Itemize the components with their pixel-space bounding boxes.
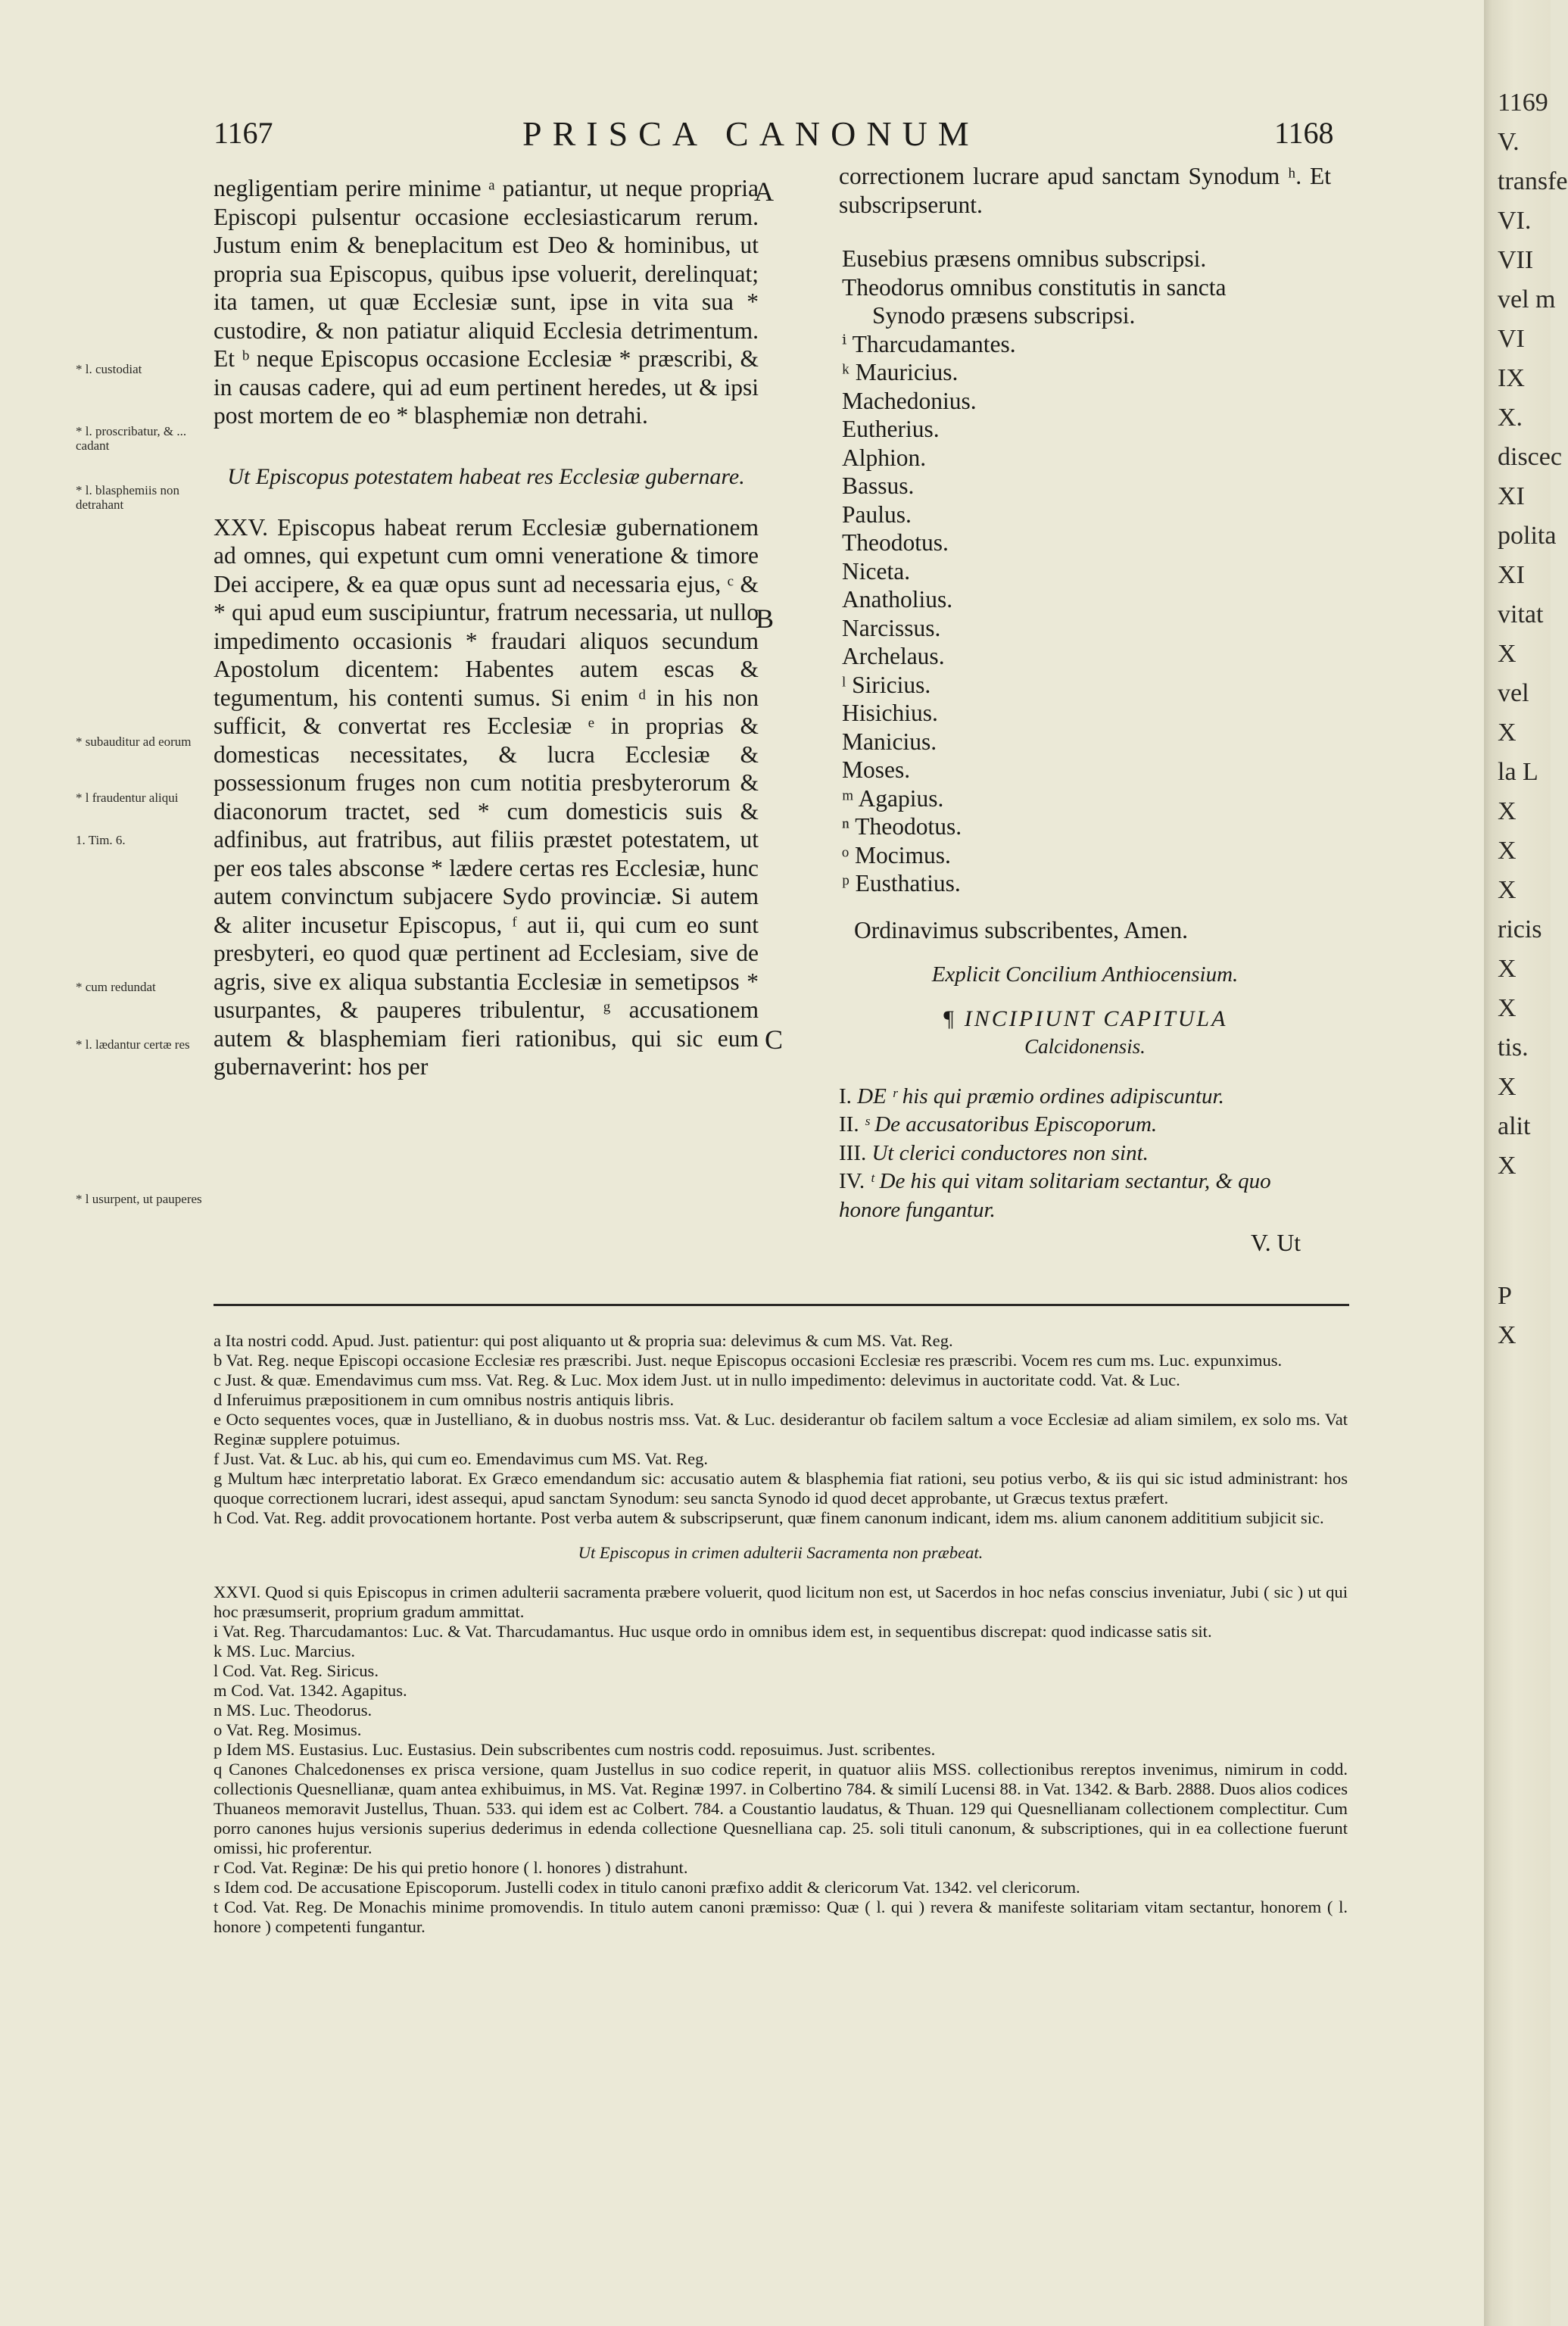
section-letter-b: B xyxy=(756,603,775,634)
signatory: Machedonius. xyxy=(842,387,977,414)
facing-page-fragment: X xyxy=(1498,719,1517,747)
signatory: Niceta. xyxy=(842,557,911,585)
footnote: k MS. Luc. Marcius. xyxy=(214,1642,356,1660)
footnote-divider xyxy=(214,1304,1349,1306)
chapter-number: III. xyxy=(839,1140,867,1165)
facing-page-fragment: VI xyxy=(1498,325,1525,353)
facing-page-fragment: discec xyxy=(1498,443,1562,471)
canon-24-text: negligentiam perire minime ᵃ patiantur, ut neque propria Episcopi pulsentur occasione ecclesiasticarum rerum. Justum enim & beneplacitum est Deo & hominibus, ut propria sua Episcopus, quibus ipse voluerit, derelinquat; ita tamen, ut quæ Ecclesiæ sunt, ipse in vita sua * custodire, & non patiatur aliquid Ecclesia detrimentum. Et ᵇ neque Episcopus occasione Ecclesiæ * præscribi, & in causas cadere, qui ad eum pertinent heredes, ut & ipsi post mortem de eo * blasphemiæ non detrahi. xyxy=(214,175,759,429)
footnote: q Canones Chalcedonenses ex prisca versione, quam Justellus in suo codice reperit, in quatuor aliis MSS. collectionibus rereptos invenimus, nimirum in codd. collectionis Quesnellianæ, quam antea exhibuimus, in MS. Vat. Reginæ 1997. in Colbertino 784. & similí Lucensi 88. in Vat. 1342. & Barb. 2888. Duos alios codices Thuaneos memoravit Justellus, Thuan. 533. qui idem est ac Colbert. 784. a Coustantio laudatus, & Thuan. 129 qui Quesnellianam collectionem complectitur. Cum porro canones hujus versionis superius dederimus in edenda collectione Quesnelliana cap. 25. soli tituli canonum, & subscriptiones, qui in ea collectione fuerunt omissi, hic proferentur. xyxy=(214,1760,1348,1857)
footnote: XXVI. Quod si quis Episcopus in crimen adulterii sacramenta præbere voluerit, quod licitum non est, ut Sacerdos in hoc nefas conscius inveniatur, Jubi ( sic ) ut qui hoc præsumserit, proprium gradum ammittat. xyxy=(214,1582,1348,1621)
signatory: ⁿ Theodotus. xyxy=(842,813,962,840)
facing-page-fragment: X. xyxy=(1498,404,1523,432)
facing-page-fragment: polita xyxy=(1498,522,1557,550)
footnote-section-title: Ut Episcopus in crimen adulterii Sacramenta non præbeat. xyxy=(578,1543,984,1562)
canon-25-text: XXV. Episcopus habeat rerum Ecclesiæ gubernationem ad omnes, qui expetunt cum omni veneratione & timore Dei accipere, & ea quæ opus sunt ad necessaria ejus, ᶜ & * qui apud eum suscipiuntur, fratrum necessaria, ut nullo impedimento occasionis * fraudari aliquos secundum Apostolum dicentem: Habentes autem escas & tegumentum, his contenti sumus. Si enim ᵈ in his non sufficit, & convertat res Ecclesiæ ᵉ in proprias & domesticas necessitates, & lucra Ecclesiæ & possessionum fruges non cum notitia presbyterorum & diaconorum tractet, sed * cum domesticis suis & adfinibus, aut fratribus, aut filiis præstet potestatem, ut per eos tales absconse * lædere certas res Ecclesiæ, hunc autem convinctum subjacere Sydo provinciæ. Si autem & aliter incusetur Episcopus, ᶠ aut ii, qui cum eo sunt presbyteri, eo quod quæ pertinent ad Ecclesiam, sive de agris, sive ex aliqua substantia Ecclesiæ in semetipsos * usurpantes, & pauperes tribulentur, ᵍ accusationem autem & blasphemiam fieri rationibus, qui sic eum gubernaverint: hos per xyxy=(214,513,759,1080)
signatory: Anatholius. xyxy=(842,586,953,613)
facing-page-fragment: X xyxy=(1498,1073,1517,1101)
margin-note: * cum redundat xyxy=(76,980,156,994)
footnote: m Cod. Vat. 1342. Agapitus. xyxy=(214,1681,407,1700)
footnote: l Cod. Vat. Reg. Siricus. xyxy=(214,1661,379,1680)
signatory: Theodotus. xyxy=(842,529,949,556)
signatory: ᵖ Eusthatius. xyxy=(842,870,961,896)
chapter-title: Ut clerici conductores non sint. xyxy=(871,1140,1149,1165)
footnote: i Vat. Reg. Tharcudamantos: Luc. & Vat. Tharcudamantus. Huc usque ordo in omnibus idem est, in sequentibus discrepat: quod indicasse satis sit. xyxy=(214,1622,1212,1641)
facing-page-fragment: X xyxy=(1498,1321,1517,1349)
facing-page-edge xyxy=(1484,0,1568,2326)
chapter-item xyxy=(839,1168,1331,1224)
signatory: Alphion. xyxy=(842,444,927,471)
facing-page-fragment: XI xyxy=(1498,561,1525,589)
facing-page-fragment: X xyxy=(1498,837,1517,865)
signatory: Eusebius præsens omnibus subscripsi. xyxy=(842,245,1207,272)
signatory: ˡ Siricius. xyxy=(842,671,931,698)
facing-page-fragment: X xyxy=(1498,1152,1517,1180)
calcidonensis-heading: Calcidonensis. xyxy=(1024,1035,1146,1058)
explicit-line: Explicit Concilium Anthiocensium. xyxy=(931,962,1239,987)
chapter-title: ᵗ De his qui vitam solitariam sectantur, & quo honore fungantur. xyxy=(839,1169,1271,1222)
facing-page-fragment: X xyxy=(1498,797,1517,825)
footnote: r Cod. Vat. Reginæ: De his qui pretio honore ( l. honores ) distrahunt. xyxy=(214,1858,688,1877)
facing-page-fragment: IX xyxy=(1498,364,1525,392)
margin-note: * subauditur ad eorum xyxy=(76,734,192,749)
signatory: Paulus. xyxy=(842,500,912,528)
facing-page-fragment: alit xyxy=(1498,1112,1531,1140)
facing-page-fragment: vitat xyxy=(1498,600,1544,628)
signatory: Eutherius. xyxy=(842,416,940,442)
signatory: Archelaus. xyxy=(842,643,945,669)
signatory: ᵒ Mocimus. xyxy=(842,841,951,868)
signatory: Hisichius. xyxy=(842,700,938,726)
footnote: c Just. & quæ. Emendavimus cum mss. Vat. Reg. & Luc. Mox idem Just. ut in nullo impedimento: delevimus in auctoritate codd. Vat. & Luc. xyxy=(214,1370,1180,1389)
left-column xyxy=(214,174,759,1081)
page-number-right: 1168 xyxy=(1274,116,1334,150)
page-number-left: 1167 xyxy=(214,116,273,150)
margin-note: * l fraudentur aliqui xyxy=(76,790,179,805)
signatory: Moses. xyxy=(842,756,911,783)
footnote: h Cod. Vat. Reg. addit provocationem hortante. Post verba autem & subscripserunt, quæ finem canonum indicant, idem ms. alium canonem addititium subjicit sic. xyxy=(214,1508,1324,1527)
facing-page-fragment: VII xyxy=(1498,246,1534,274)
signatory: ⁱ Tharcudamantes. xyxy=(842,330,1016,357)
footnote: e Octo sequentes voces, quæ in Justelliano, & in duobus nostris mss. Vat. & Luc. desiderantur ob facilem saltum a voce Ecclesiæ ad aliam similem, ex solo ms. Vat Reginæ supplere potuimus. xyxy=(214,1410,1348,1448)
margin-note: 1. Tim. 6. xyxy=(76,833,126,847)
facing-page-fragment: X xyxy=(1498,876,1517,904)
footnote: a Ita nostri codd. Apud. Just. patientur: qui post aliquanto ut & propria sua: delevimus & cum MS. Vat. Reg. xyxy=(214,1331,953,1350)
facing-page-fragment: VI. xyxy=(1498,207,1532,235)
section-letter-c: C xyxy=(765,1024,784,1055)
facing-page-fragment: vel xyxy=(1498,679,1529,707)
chapter-number: IV. xyxy=(839,1169,865,1193)
footnote: o Vat. Reg. Mosimus. xyxy=(214,1720,362,1739)
canon-25-title: Ut Episcopus potestatem habeat res Ecclesiæ gubernare. xyxy=(227,463,745,489)
signatory: Bassus. xyxy=(842,472,915,499)
footnote: s Idem cod. De accusatione Episcoporum. Justelli codex in titulo canoni præfixo addit & clericorum Vat. 1342. vel clericorum. xyxy=(214,1878,1080,1897)
margin-note: * l. proscribatur, & ... cadant xyxy=(76,424,187,453)
facing-page-fragment: X xyxy=(1498,640,1517,668)
chapter-item xyxy=(839,1083,1331,1112)
facing-page-fragment: ricis xyxy=(1498,915,1542,943)
footnote: g Multum hæc interpretatio laborat. Ex Græco emendandum sic: accusatio autem & blasphemia fiat rationi, seu potius verbo, & iis qui sic istud administrant: hos quoque correctionem lucrari, idest assequi, apud sanctam Synodum: seu sancta Synodo id quod decet approbante, ut Græcus textus præfert. xyxy=(214,1469,1348,1508)
signatory: Synodo præsens subscripsi. xyxy=(872,302,1136,329)
ordinavimus-line: Ordinavimus subscribentes, Amen. xyxy=(854,916,1188,943)
chapter-item xyxy=(839,1140,1331,1168)
facing-page-fragment: la L xyxy=(1498,758,1538,786)
facing-page-fragment: P xyxy=(1498,1282,1512,1310)
signatory: Theodorus omnibus constitutis in sancta xyxy=(842,273,1227,301)
signatory: ᵐ Agapius. xyxy=(842,784,944,812)
facing-page-fragment: X xyxy=(1498,994,1517,1022)
running-title: PRISCA CANONUM xyxy=(522,114,980,153)
footnote: t Cod. Vat. Reg. De Monachis minime promovendis. In titulo autem canoni præmisso: Quæ ( l. qui ) revera & manifeste solitariam vitam sectantur, honorem ( l. honore ) competenti fungantur. xyxy=(214,1897,1348,1936)
margin-note: * l usurpent, ut pauperes xyxy=(76,1192,202,1206)
section-letter-a: A xyxy=(754,176,774,207)
footnote: p Idem MS. Eustasius. Luc. Eustasius. Dein subscribentes cum nostris codd. reposuimus. Just. scribentes. xyxy=(214,1740,936,1759)
incipiunt-heading: ¶ INCIPIUNT CAPITULA xyxy=(942,1006,1228,1031)
signatory: Narcissus. xyxy=(842,614,941,641)
chapter-number: I. xyxy=(839,1083,852,1108)
footnote: f Just. Vat. & Luc. ab his, qui cum eo. Emendavimus cum MS. Vat. Reg. xyxy=(214,1449,709,1468)
right-column xyxy=(839,162,1331,1258)
margin-note: * l. custodiat xyxy=(76,362,142,376)
footnote: d Inferuimus præpositionem in cum omnibus nostris antiquis libris. xyxy=(214,1390,675,1409)
facing-page-fragment: V. xyxy=(1498,128,1520,156)
facing-page-fragment: tis. xyxy=(1498,1034,1529,1062)
facing-page-fragment: transfe xyxy=(1498,167,1568,195)
chapter-title: ˢ De accusatoribus Episcoporum. xyxy=(864,1112,1158,1136)
chapter-number: II. xyxy=(839,1112,859,1136)
footnote: n MS. Luc. Theodorus. xyxy=(214,1701,373,1720)
facing-page-fragment: vel m xyxy=(1498,285,1556,313)
margin-note: * l. blasphemiis non detrahant xyxy=(76,483,179,512)
signatory: Manicius. xyxy=(842,728,937,755)
margin-note: * l. lædantur certæ res xyxy=(76,1037,190,1052)
signatory: ᵏ Mauricius. xyxy=(842,359,959,385)
footnote: b Vat. Reg. neque Episcopi occasione Ecclesiæ res præscribi. Just. neque Episcopus occasioni Ecclesiæ res præscribi. Vocem res cum ms. Luc. expunximus. xyxy=(214,1351,1283,1370)
facing-page-fragment: X xyxy=(1498,955,1517,983)
facing-page-fragment: XI xyxy=(1498,482,1525,510)
canon-25-continuation: correctionem lucrare apud sanctam Synodum ʰ. Et subscripserunt. xyxy=(839,163,1331,218)
chapter-title: DE ʳ his qui præmio ordines adipiscuntur. xyxy=(857,1083,1224,1108)
facing-page-fragment: 1169 xyxy=(1498,89,1548,117)
chapter-item xyxy=(839,1111,1331,1140)
catchword: V. Ut xyxy=(1251,1230,1301,1256)
footnotes xyxy=(214,1331,1348,1937)
